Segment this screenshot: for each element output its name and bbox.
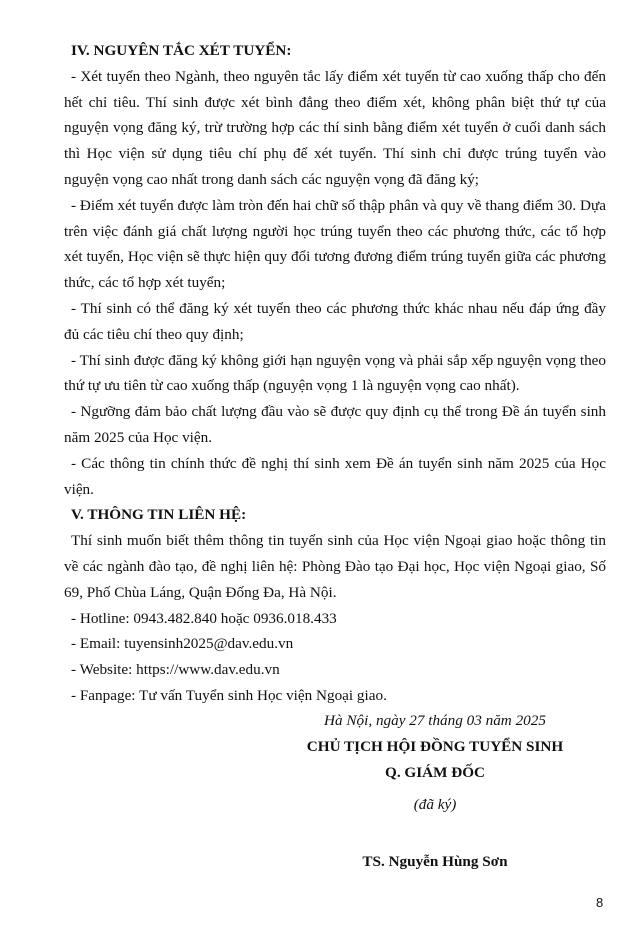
section-4-paragraph-1 xyxy=(64,64,606,193)
section-4-paragraph-4: - Thí sinh được đăng ký không giới hạn nguyện vọng và phải sắp xếp nguyện vọng theo thứ tự ưu tiên từ cao xuống thấp (nguyện vọng 1 là nguyện vọng cao nhất). xyxy=(64,351,606,395)
contact-email: - Email: tuyensinh2025@dav.edu.vn xyxy=(71,635,294,653)
section-4-heading: IV. NGUYÊN TẮC XÉT TUYỂN: xyxy=(71,42,292,59)
page-number: 8 xyxy=(596,895,604,910)
signature-signed-note: (đã ký) xyxy=(413,796,457,813)
contact-website: - Website: https://www.dav.edu.vn xyxy=(71,661,280,679)
contact-hotline: - Hotline: 0943.482.840 hoặc 0936.018.433 xyxy=(71,609,337,627)
section-4-paragraph-2: - Điểm xét tuyển được làm tròn đến hai chữ số thập phân và quy về thang điểm 30. Dựa trên việc đánh giá chất lượng người học trúng tuyển theo các phương thức, các tổ hợp xét tuyển, Học viện sẽ thực hiện quy đổi tương đương điểm trúng tuyển giữa các phương thức, các tổ hợp xét tuyển; xyxy=(64,196,606,292)
signature-place-date: Hà Nội, ngày 27 tháng 03 năm 2025 xyxy=(324,712,546,729)
section-5-heading: V. THÔNG TIN LIÊN HỆ: xyxy=(71,506,247,524)
section-4-paragraph-6: - Các thông tin chính thức đề nghị thí sinh xem Đề án tuyển sinh năm 2025 của Học viện. xyxy=(64,454,606,498)
signature-title-chairman: CHỦ TỊCH HỘI ĐỒNG TUYỂN SINH xyxy=(306,738,564,755)
signature-name: TS. Nguyễn Hùng Sơn xyxy=(362,853,508,870)
section-4-paragraph-3: - Thí sinh có thể đăng ký xét tuyển theo các phương thức khác nhau nếu đáp ứng đầy đủ các tiêu chí theo quy định; xyxy=(64,299,606,343)
section-4-paragraph-5: - Ngưỡng đảm bảo chất lượng đầu vào sẽ được quy định cụ thể trong Đề án tuyển sinh năm 2025 của Học viện. xyxy=(64,403,606,446)
paragraph-text: - Xét tuyển theo Ngành, theo nguyên tắc lấy điểm xét tuyển từ cao xuống thấp cho đến hết chỉ tiêu. Thí sinh được xét bình đẳng theo điểm xét, không phân biệt thứ tự của nguyện vọng đăng ký, trừ trường hợp các thí sinh bằng điểm xét tuyển ở cuối danh sách thì Học viện sử dụng tiêu chí phụ để xét tuyển. Thí sinh chỉ được trúng tuyển vào nguyện vọng cao nhất trong danh sách các nguyện vọng đã đăng ký; xyxy=(64,67,606,188)
section-5-intro: Thí sinh muốn biết thêm thông tin tuyển sinh của Học viện Ngoại giao hoặc thông tin về các ngành đào tạo, đề nghị liên hệ: Phòng Đào tạo Đại học, Học viện Ngoại giao, Số 69, Phố Chùa Láng, Quận Đống Đa, Hà Nội. xyxy=(64,532,606,601)
contact-fanpage: - Fanpage: Tư vấn Tuyển sinh Học viện Ngoại giao. xyxy=(71,686,387,704)
section-4 xyxy=(64,38,606,709)
signature-title-director: Q. GIÁM ĐỐC xyxy=(385,764,485,781)
